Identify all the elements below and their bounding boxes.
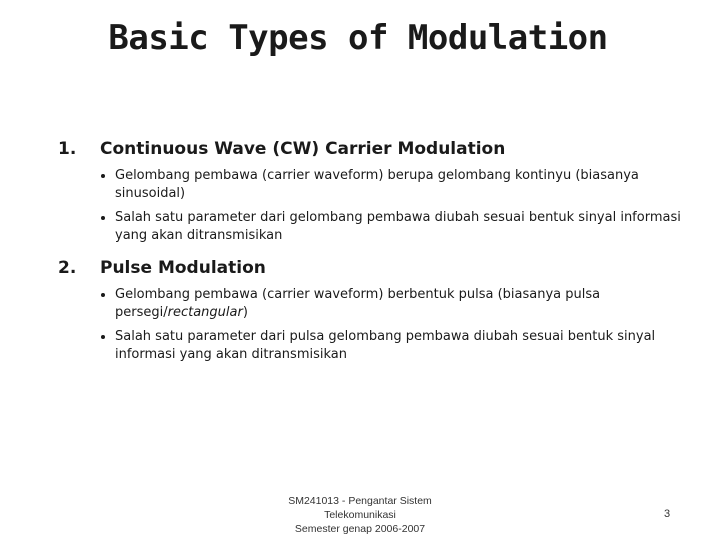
bullet-item	[100, 167, 700, 203]
bullet-text: Salah satu parameter dari pulsa gelombang pembawa diubah sesuai bentuk sinyal informasi yang akan ditransmisikan	[115, 329, 656, 362]
footer-semester: Semester genap 2006-2007	[294, 523, 426, 535]
bullet-text: Gelombang pembawa (carrier waveform) berbentuk pulsa (biasanya pulsa persegi/	[115, 287, 601, 320]
bullet-dot-icon	[101, 174, 105, 178]
bullet-text: Salah satu parameter dari gelombang pembawa diubah sesuai bentuk sinyal informasi yang akan ditransmisikan	[115, 210, 681, 243]
bullet-text-end: )	[242, 305, 248, 320]
bullet-item	[100, 286, 700, 322]
bullet-item	[100, 328, 700, 364]
bullet-text-italic: rectangular	[167, 305, 243, 320]
bullet-list	[100, 286, 700, 370]
bullet-dot-icon	[101, 216, 105, 220]
slide-title: Basic Types of Modulation	[108, 18, 608, 58]
bullet-list	[100, 167, 700, 251]
bullet-dot-icon	[101, 293, 105, 297]
footer	[260, 494, 460, 536]
section-number: 2.	[58, 258, 77, 278]
section-heading: Pulse Modulation	[100, 258, 266, 278]
footer-course: SM241013 - Pengantar Sistem	[288, 495, 432, 507]
section-heading: Continuous Wave (CW) Carrier Modulation	[100, 139, 506, 159]
bullet-dot-icon	[101, 335, 105, 339]
footer-course-cont: Telekomunikasi	[324, 509, 396, 521]
bullet-item	[100, 209, 700, 245]
section-number: 1.	[58, 139, 77, 159]
page-number: 3	[664, 508, 671, 520]
bullet-text: Gelombang pembawa (carrier waveform) berupa gelombang kontinyu (biasanya sinusoidal)	[115, 168, 639, 201]
